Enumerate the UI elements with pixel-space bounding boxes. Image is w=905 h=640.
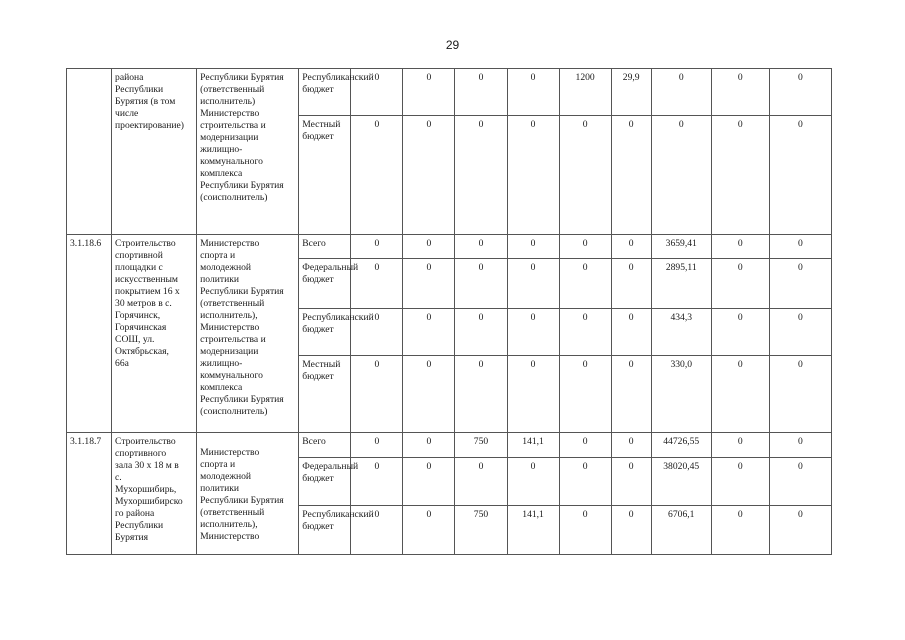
value-cell: 0 [507, 259, 559, 309]
value-cell: 0 [611, 259, 651, 309]
value-cell: 0 [507, 235, 559, 259]
funding-source: Республиканский бюджет [299, 309, 351, 356]
value-cell: 330,0 [651, 356, 711, 433]
funding-source: Республиканский бюджет [299, 506, 351, 555]
item-code: 3.1.18.7 [67, 433, 112, 555]
value-cell: 0 [403, 458, 455, 506]
funding-source: Федеральный бюджет [299, 259, 351, 309]
value-cell: 0 [403, 506, 455, 555]
value-cell: 0 [711, 69, 769, 116]
value-cell: 0 [559, 506, 611, 555]
value-cell: 0 [455, 235, 507, 259]
item-executor: Министерство спорта и молодежной политики Республики Бурятия (ответственный исполнитель), Министерство строительства и модернизации жилищно- коммунального комплекса Республики Бурятия (соисполнитель) [197, 235, 299, 433]
item-executor: Республики Бурятия (ответственный исполнитель) Министерство строительства и модернизации жилищно- коммунального комплекса Республики Бурятия (соисполнитель) [197, 69, 299, 235]
item-name: района Республики Бурятия (в том числе проектирование) [112, 69, 197, 235]
value-cell: 0 [455, 458, 507, 506]
value-cell: 0 [611, 506, 651, 555]
value-cell: 0 [769, 235, 831, 259]
value-cell: 0 [559, 259, 611, 309]
value-cell: 0 [559, 309, 611, 356]
value-cell: 0 [507, 356, 559, 433]
value-cell: 38020,45 [651, 458, 711, 506]
value-cell: 0 [611, 116, 651, 235]
value-cell: 434,3 [651, 309, 711, 356]
value-cell: 0 [507, 116, 559, 235]
table-row [67, 69, 832, 116]
value-cell: 0 [651, 116, 711, 235]
value-cell: 0 [403, 116, 455, 235]
table-row [67, 433, 832, 458]
value-cell: 0 [769, 433, 831, 458]
funding-source: Всего [299, 235, 351, 259]
value-cell: 0 [559, 458, 611, 506]
value-cell: 0 [611, 235, 651, 259]
value-cell: 44726,55 [651, 433, 711, 458]
value-cell: 0 [351, 69, 403, 116]
value-cell: 0 [711, 458, 769, 506]
value-cell: 0 [611, 433, 651, 458]
value-cell: 750 [455, 433, 507, 458]
value-cell: 141,1 [507, 433, 559, 458]
value-cell: 0 [351, 506, 403, 555]
page-number: 29 [445, 38, 460, 52]
value-cell: 0 [403, 235, 455, 259]
value-cell: 0 [559, 433, 611, 458]
value-cell: 0 [769, 309, 831, 356]
funding-source: Республиканский бюджет [299, 69, 351, 116]
value-cell: 0 [403, 69, 455, 116]
value-cell: 0 [403, 259, 455, 309]
item-code: 3.1.18.6 [67, 235, 112, 433]
value-cell: 29,9 [611, 69, 651, 116]
value-cell: 0 [455, 309, 507, 356]
value-cell: 0 [711, 116, 769, 235]
value-cell: 0 [711, 309, 769, 356]
value-cell: 0 [507, 458, 559, 506]
value-cell: 0 [651, 69, 711, 116]
item-name: Строительство спортивной площадки с искусственным покрытием 16 х 30 метров в с. Горячинск, Горячинская СОШ, ул. Октябрьская, 66а [112, 235, 197, 433]
value-cell: 0 [711, 259, 769, 309]
value-cell: 0 [455, 259, 507, 309]
table-row [67, 235, 832, 259]
value-cell: 0 [711, 235, 769, 259]
value-cell: 0 [769, 506, 831, 555]
value-cell: 0 [711, 506, 769, 555]
value-cell: 0 [455, 356, 507, 433]
value-cell: 0 [403, 433, 455, 458]
value-cell: 0 [769, 69, 831, 116]
value-cell: 0 [351, 356, 403, 433]
funding-source: Местный бюджет [299, 356, 351, 433]
funding-source: Федеральный бюджет [299, 458, 351, 506]
value-cell: 0 [351, 259, 403, 309]
value-cell: 0 [611, 309, 651, 356]
value-cell: 0 [403, 309, 455, 356]
value-cell: 750 [455, 506, 507, 555]
value-cell: 0 [455, 69, 507, 116]
value-cell: 0 [559, 356, 611, 433]
value-cell: 0 [455, 116, 507, 235]
value-cell: 141,1 [507, 506, 559, 555]
value-cell: 0 [507, 69, 559, 116]
value-cell: 0 [351, 309, 403, 356]
value-cell: 0 [403, 356, 455, 433]
value-cell: 0 [507, 309, 559, 356]
value-cell: 0 [769, 356, 831, 433]
item-code [67, 69, 112, 235]
value-cell: 0 [559, 116, 611, 235]
value-cell: 2895,11 [651, 259, 711, 309]
budget-table [66, 68, 832, 555]
value-cell: 0 [351, 433, 403, 458]
funding-source: Местный бюджет [299, 116, 351, 235]
item-executor: Министерство спорта и молодежной политики Республики Бурятия (ответственный исполнитель), Министерство [197, 433, 299, 555]
funding-source: Всего [299, 433, 351, 458]
value-cell: 0 [611, 458, 651, 506]
value-cell: 0 [711, 433, 769, 458]
value-cell: 3659,41 [651, 235, 711, 259]
value-cell: 6706,1 [651, 506, 711, 555]
value-cell: 0 [769, 116, 831, 235]
value-cell: 0 [351, 235, 403, 259]
value-cell: 0 [559, 235, 611, 259]
value-cell: 0 [351, 458, 403, 506]
item-name: Строительство спортивного зала 30 х 18 м в с. Мухоршибирь, Мухоршибирско го района Республики Бурятия [112, 433, 197, 555]
value-cell: 1200 [559, 69, 611, 116]
value-cell: 0 [611, 356, 651, 433]
value-cell: 0 [769, 259, 831, 309]
value-cell: 0 [711, 356, 769, 433]
value-cell: 0 [769, 458, 831, 506]
value-cell: 0 [351, 116, 403, 235]
